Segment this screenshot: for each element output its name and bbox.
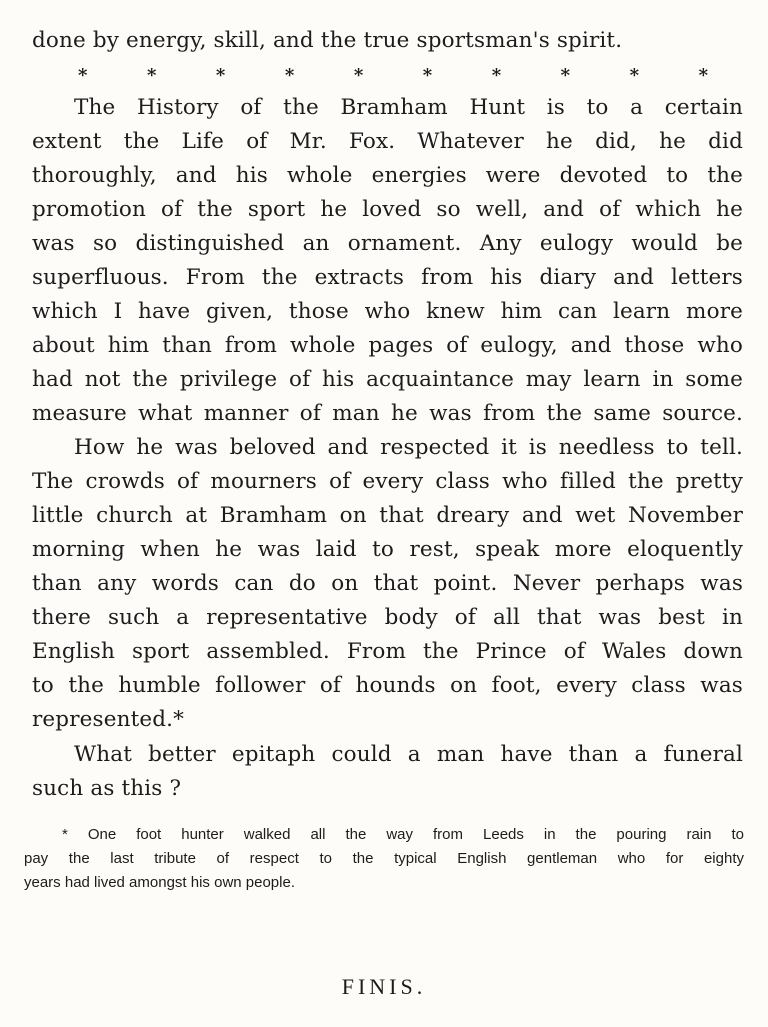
paragraph-line: which I have given, those who knew him can learn more [32,299,743,324]
paragraph-line: was so distinguished an ornament. Any eulogy would be [32,231,743,256]
paragraph-line: than any words can do on that point. Never perhaps was [32,571,743,596]
footnote-line: pay the last tribute of respect to the typical English gentleman who for eighty [24,850,744,867]
separator-star: * [146,64,157,86]
paragraph-line: represented.* [32,707,185,732]
paragraph-line: The History of the Bramham Hunt is to a certain [74,95,743,120]
paragraph-line: How he was beloved and respected it is needless to tell. [74,435,743,460]
finis-heading: FINIS. [341,974,427,999]
separator-star: * [491,64,502,86]
separator-star: * [422,64,433,86]
paragraph-line: had not the privilege of his acquaintance may learn in some [32,367,743,392]
paragraph-line: such as this ? [32,776,182,801]
footnote-line: * One foot hunter walked all the way from Leeds in the pouring rain to [62,826,744,843]
paragraph-line: about him than from whole pages of eulogy, and those who [32,333,743,358]
paragraph-line: measure what manner of man he was from the same source. [32,401,743,426]
paragraph-line: The crowds of mourners of every class who filled the pretty [32,469,743,494]
paragraph-line: morning when he was laid to rest, speak more eloquently [32,537,743,562]
footnote-line: years had lived amongst his own people. [24,874,295,891]
separator-star: * [78,64,88,86]
separator-star: * [629,64,640,86]
separator-star: * [284,64,295,86]
paragraph-line: there such a representative body of all that was best in [32,605,743,630]
section-separator [78,62,708,88]
separator-star: * [353,64,364,86]
paragraph-line: to the humble follower of hounds on foot, every class was [32,673,743,698]
continuation-line: done by energy, skill, and the true sportsman's spirit. [32,28,623,53]
paragraph-line: superfluous. From the extracts from his diary and letters [32,265,743,290]
separator-star: * [215,64,226,86]
paragraph-line: promotion of the sport he loved so well, and of which he [32,197,743,222]
paragraph-line: English sport assembled. From the Prince of Wales down [32,639,743,664]
separator-star: * [560,64,571,86]
paragraph-line: extent the Life of Mr. Fox. Whatever he did, he did [32,129,743,154]
paragraph-line: little church at Bramham on that dreary and wet November [32,503,743,528]
separator-star: * [698,64,708,86]
paragraph-line: What better epitaph could a man have than a funeral [74,742,743,767]
paragraph-line: thoroughly, and his whole energies were devoted to the [32,163,743,188]
